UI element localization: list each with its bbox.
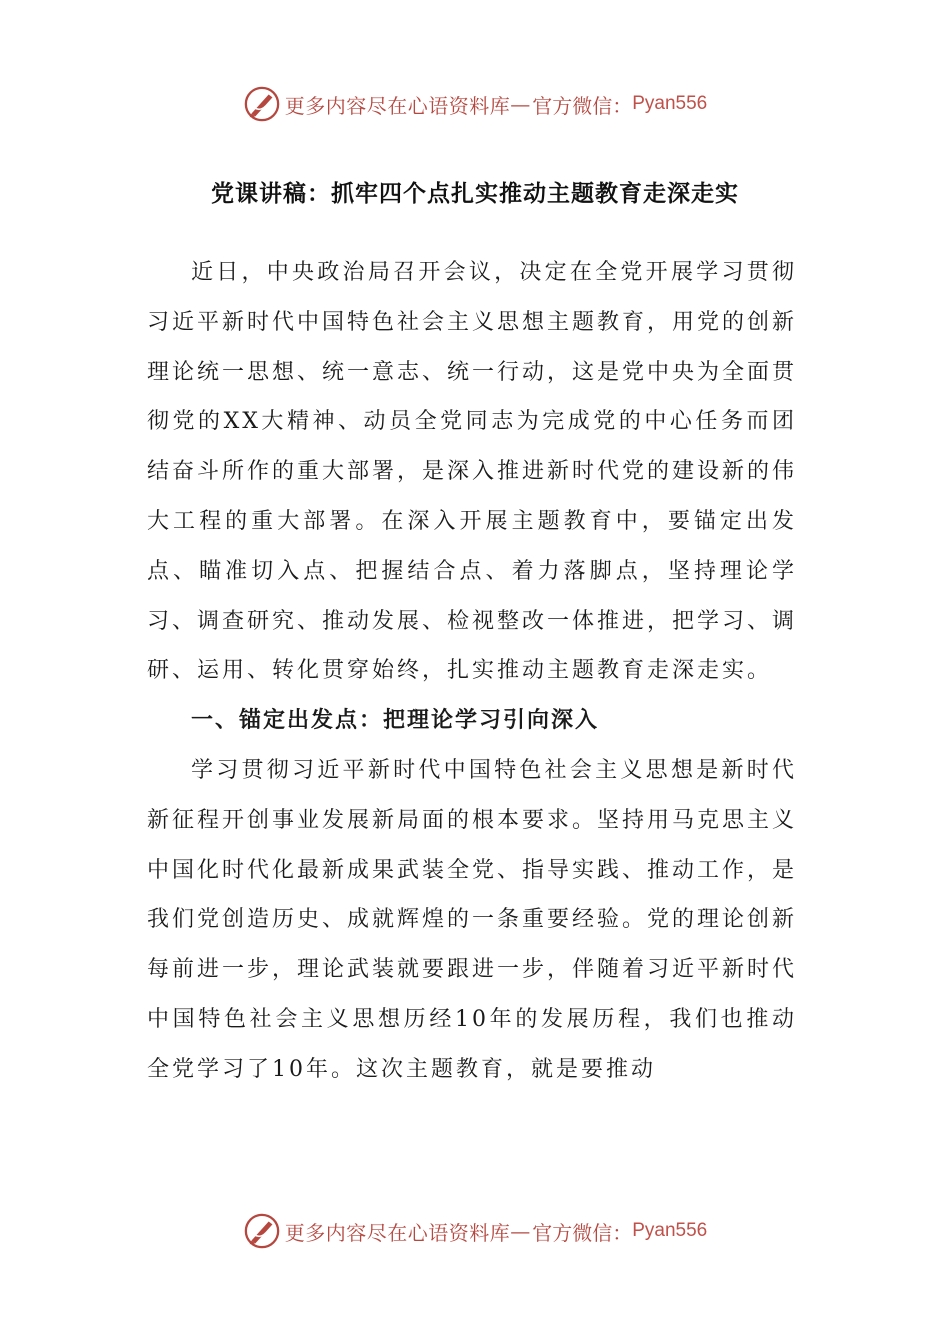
intro-paragraph: 近日，中央政治局召开会议，决定在全党开展学习贯彻习近平新时代中国特色社会主义思想主题教育，用党的创新理论统一思想、统一意志、统一行动，这是党中央为全面贯彻党的XX大精神、动员全党同志为完成党的中心任务而团结奋斗所作的重大部署，是深入推进新时代党的建设新的伟大工程的重大部署。在深入开展主题教育中，要锚定出发点、瞄准切入点、把握结合点、着力落脚点，坚持理论学习、调查研究、推动发展、检视整改一体推进，把学习、调研、运用、转化贯穿始终，扎实推动主题教育走深走实。	[147, 260, 798, 684]
watermark-text: 更多内容尽在心语资料库	[284, 1220, 511, 1245]
document-title: 党课讲稿：抓牢四个点扎实推动主题教育走深走实	[211, 180, 739, 207]
watermark-text: 更多内容尽在心语资料库	[284, 93, 511, 118]
wechat-label: 官方微信：	[532, 1220, 633, 1245]
document-body	[147, 248, 797, 1095]
watermark-header	[0, 84, 950, 124]
wechat-id: Pyan556	[632, 1220, 708, 1241]
section-paragraph: 学习贯彻习近平新时代中国特色社会主义思想是新时代新征程开创事业发展新局面的根本要求。坚持用马克思主义中国化时代化最新成果武装全党、指导实践、推动工作，是我们党创造历史、成就辉煌的一条重要经验。党的理论创新每前进一步，理论武装就要跟进一步，伴随着习近平新时代中国特色社会主义思想历经10年的发展历程，我们也推动全党学习了10年。这次主题教育，就是要推动	[147, 757, 798, 1082]
watermark-footer	[0, 1211, 950, 1251]
section-heading: 一、锚定出发点：把理论学习引向深入	[191, 707, 600, 734]
pen-logo-icon	[243, 85, 281, 123]
wechat-label: 官方微信：	[532, 93, 633, 118]
watermark-separator: —	[510, 92, 531, 116]
wechat-id: Pyan556	[632, 93, 708, 114]
watermark-separator: —	[510, 1219, 531, 1243]
pen-logo-icon	[243, 1212, 281, 1250]
